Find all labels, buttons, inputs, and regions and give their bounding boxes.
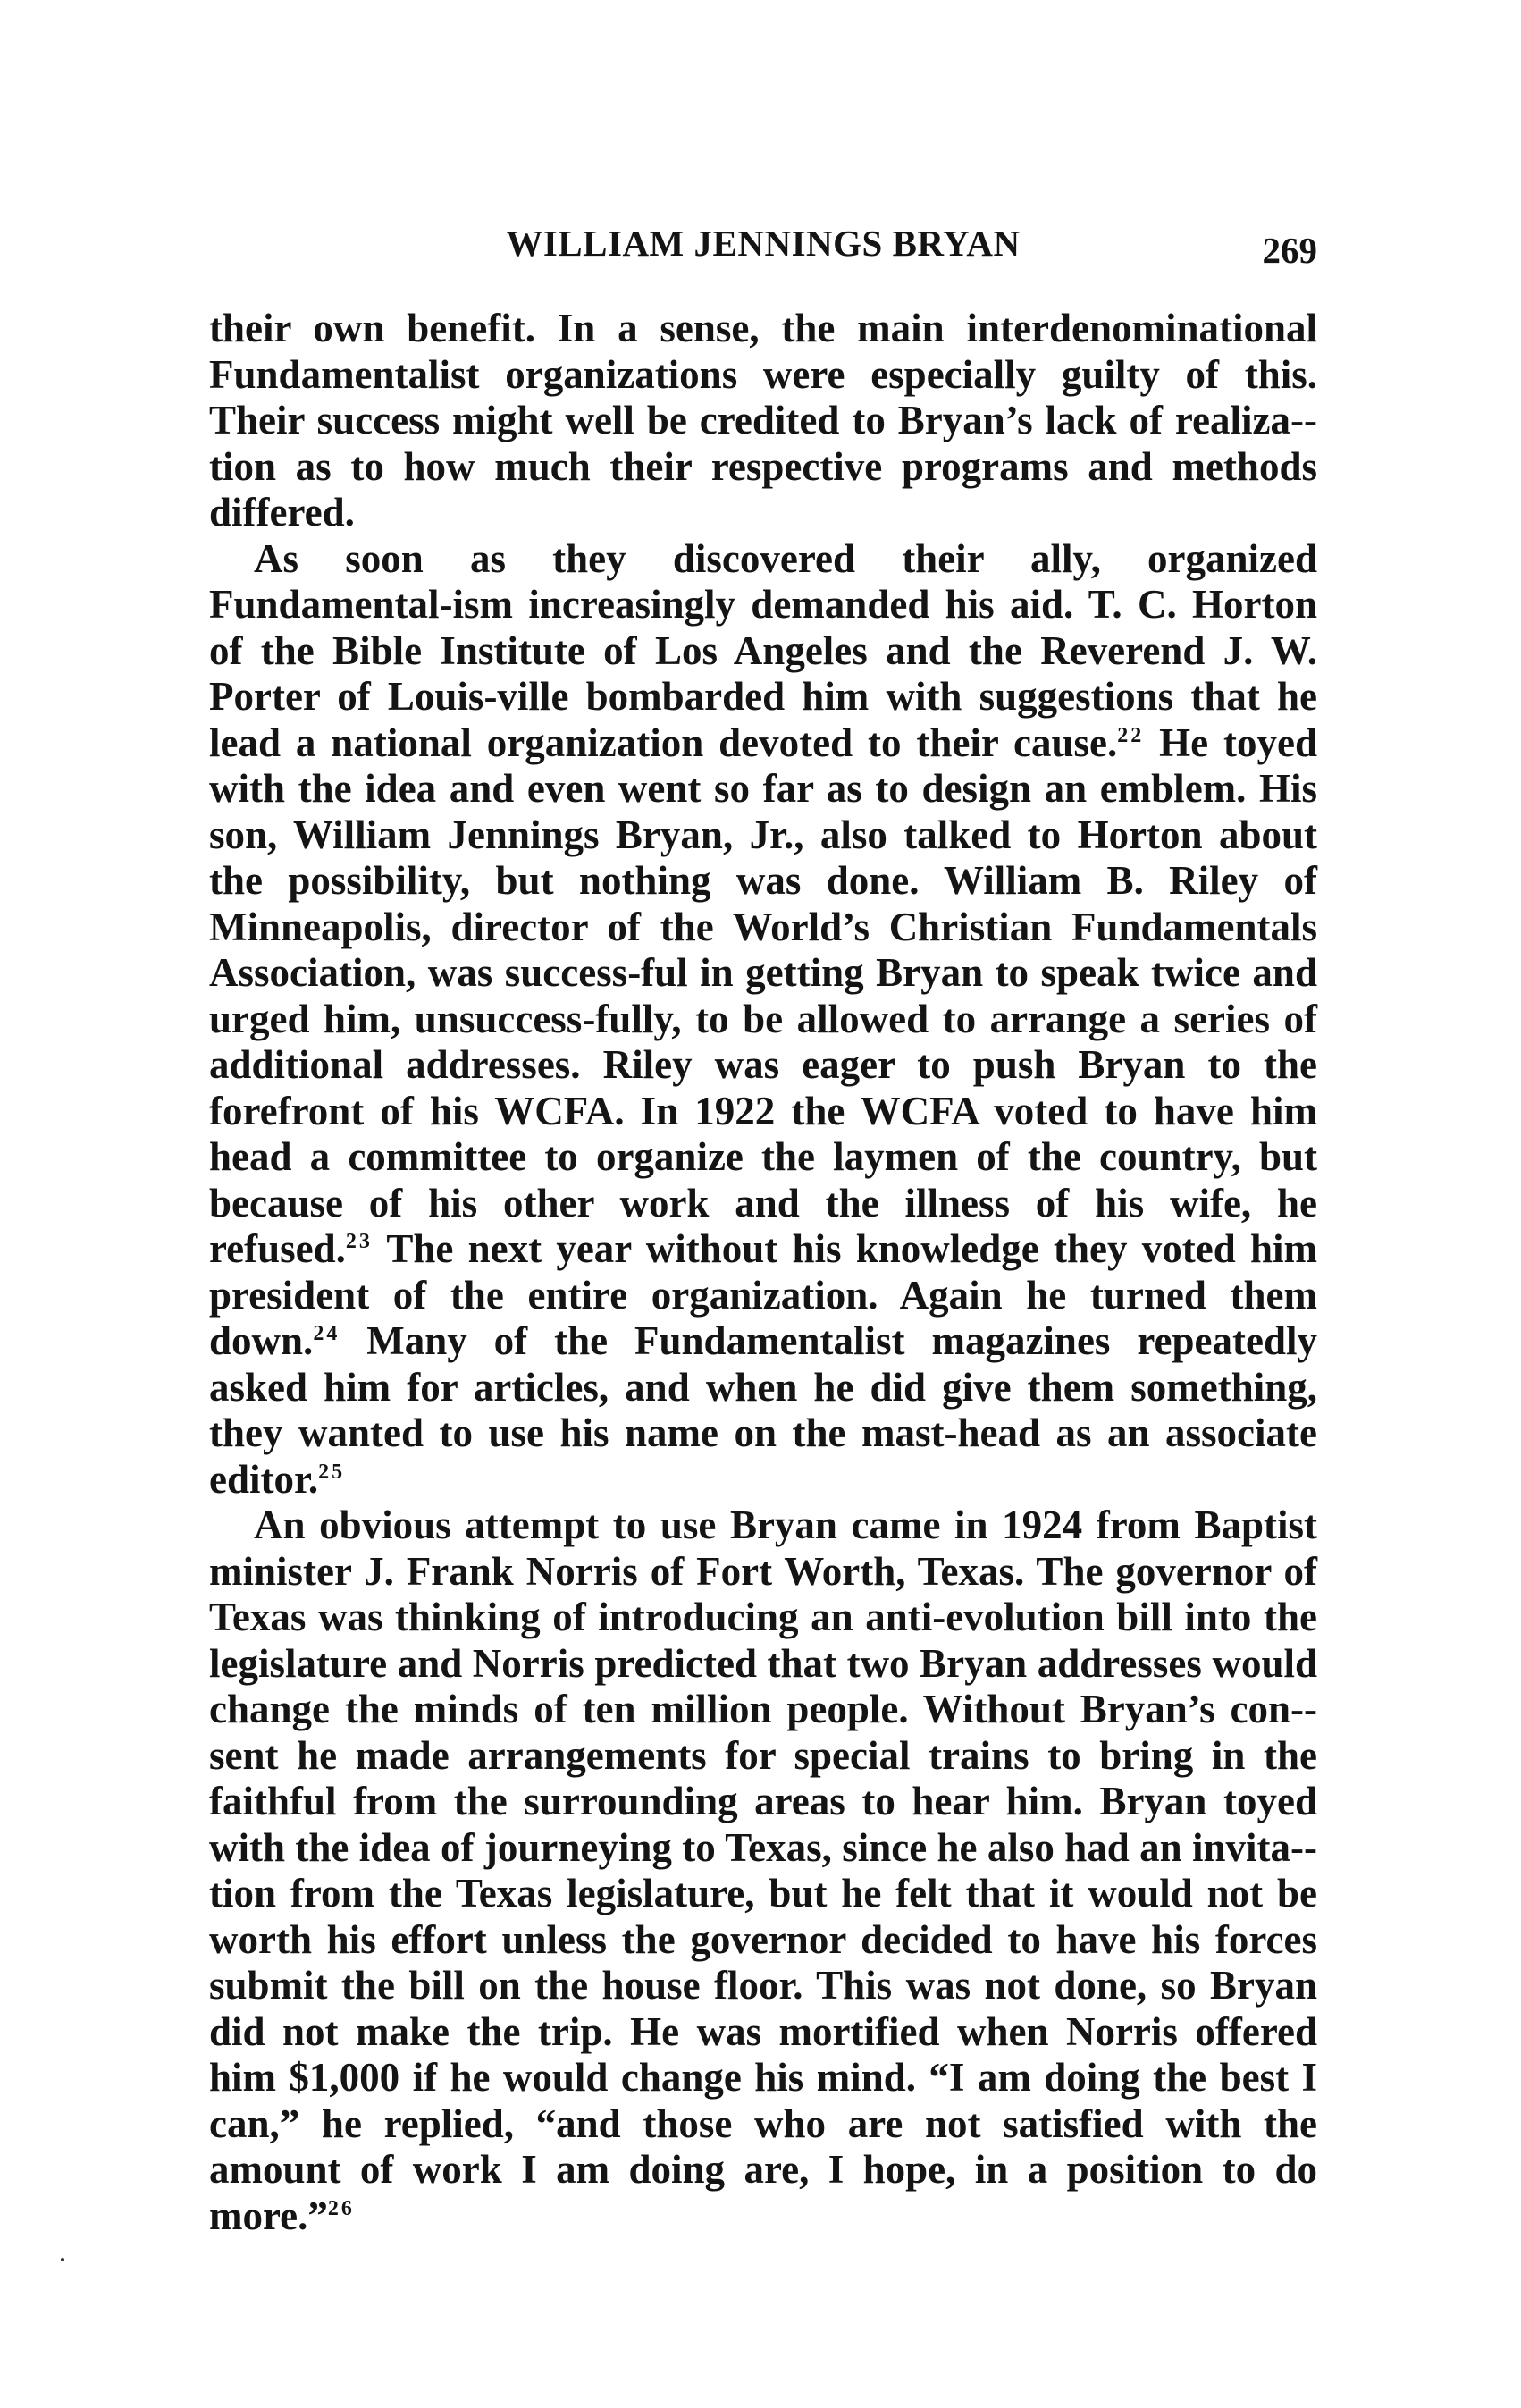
page-number: 269: [1262, 230, 1317, 271]
footnote-ref-23: 23: [345, 1230, 373, 1253]
paragraph-text: The next year without his knowledge they voted him president of the entire organization. Again he turned them down.: [209, 1226, 1317, 1363]
footnote-ref-22: 22: [1117, 723, 1145, 747]
paragraph-text: Many of the Fundamentalist magazines repeatedly asked him for articles, and when he did give them something, they wanted to use his name on the mast-head as an associate editor.: [209, 1318, 1317, 1502]
paragraph-text: As soon as they discovered their ally, organized Fundamental-ism increasingly demanded his aid. T. C. Horton of the Bible Institute of Los Angeles and the Reverend J. W. Porter of Louis-ville bombarded him with suggestions that he lead a national organization devoted to their cause.: [209, 535, 1317, 765]
paragraph-1: [209, 306, 1317, 536]
footnote-ref-24: 24: [313, 1322, 340, 1345]
paragraph-text: He toyed with the idea and even went so far as to design an emblem. His son, William Jennings Bryan, Jr., also talked to Horton about the possibility, but nothing was done. William B. Riley of Minneapolis, director of the World’s Christian Fundamentals Association, was success-ful in getting Bryan to speak twice and urged him, unsuccess-fully, to be allowed to arrange a series of additional addresses. Riley was eager to push Bryan to the forefront of his WCFA. In 1922 the WCFA voted to have him head a committee to organize the laymen of the country, but because of his other work and the illness of his wife, he refused.: [209, 720, 1318, 1271]
paragraph-3: [209, 1503, 1317, 2239]
paragraph-text: their own benefit. In a sense, the main interdenominational Fundamentalist organizations were especially guilty of this. Their success might well be credited to Bryan’s lack of realiza-tion as to how much their respective programs and methods differed.: [209, 306, 1317, 535]
scan-speck: [61, 2258, 64, 2261]
running-title: WILLIAM JENNINGS BRYAN: [506, 223, 1021, 264]
paragraph-2: [209, 536, 1317, 1503]
paragraph-text: An obvious attempt to use Bryan came in 1924 from Baptist minister J. Frank Norris of Fort Worth, Texas. The governor of Texas was thinking of introducing an anti-evolution bill into the legislature and Norris predicted that two Bryan addresses would change the minds of ten million people. Without Bryan’s con-sent he made arrangements for special trains to bring in the faithful from the surrounding areas to hear him. Bryan toyed with the idea of journeying to Texas, since he also had an invita-tion from the Texas legislature, but he felt that it would not be worth his effort unless the governor decided to have his forces submit the bill on the house floor. This was not done, so Bryan did not make the trip. He was mortified when Norris offered him $1,000 if he would change his mind. “I am doing the best I can,” he replied, “and those who are not satisfied with the amount of work I am doing are, I hope, in a position to do more.”: [209, 1503, 1317, 2238]
footnote-ref-25: 25: [318, 1460, 346, 1484]
body-text: [209, 306, 1317, 2239]
running-head: [209, 222, 1317, 275]
footnote-ref-26: 26: [327, 2196, 355, 2220]
